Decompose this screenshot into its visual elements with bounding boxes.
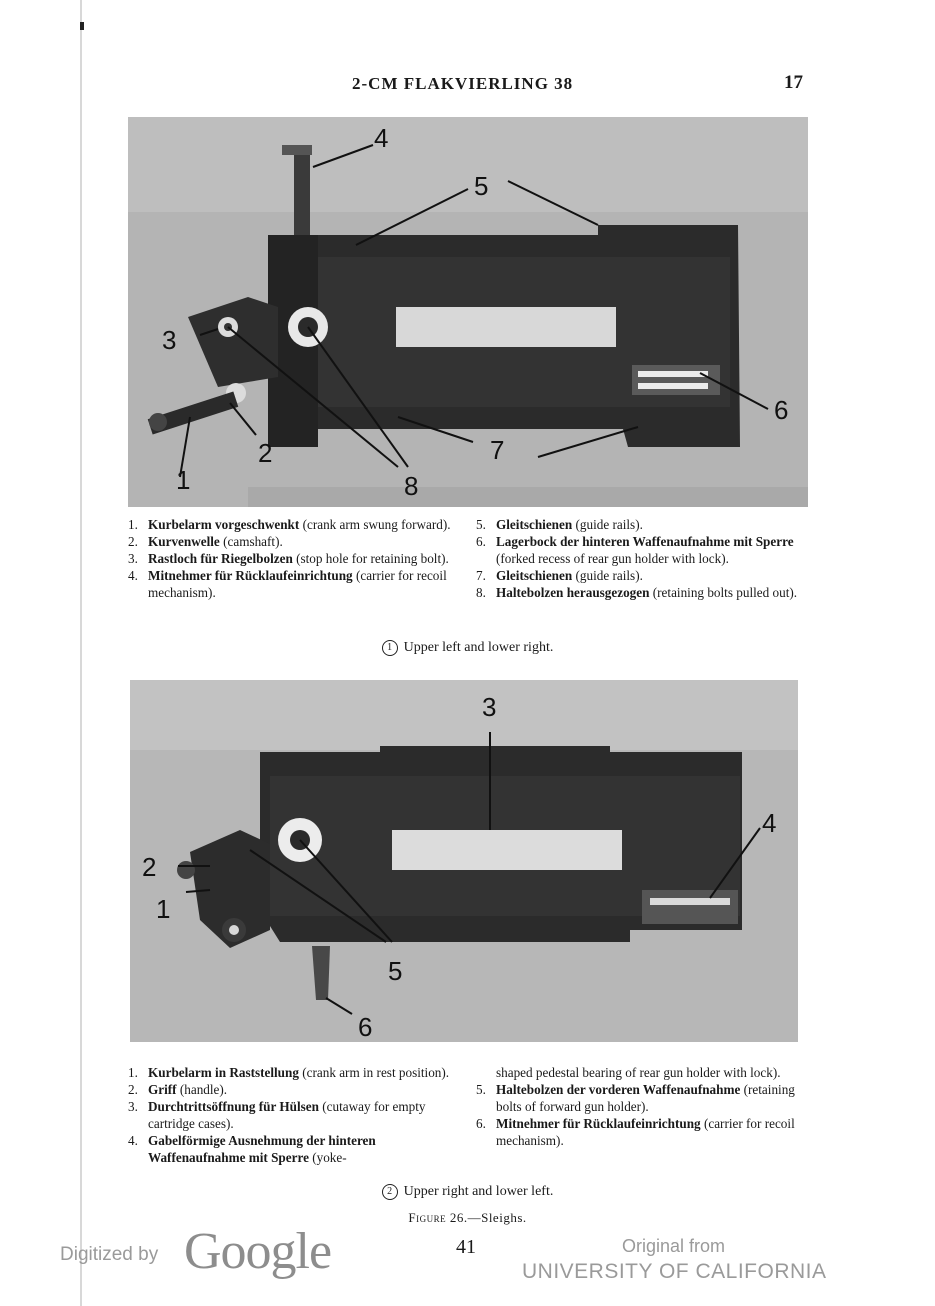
legend-english: (cutaway for empty cartridge cases). — [148, 1099, 426, 1131]
figure-title — [0, 1210, 935, 1226]
figure-label: Figure 26. — [408, 1210, 468, 1225]
legend-item — [128, 1132, 462, 1166]
legend-german: Durchtrittsöffnung für Hülsen — [148, 1099, 319, 1114]
legend-german: Haltebolzen herausgezogen — [496, 585, 650, 600]
fig1-callout-8: 8 — [404, 471, 419, 501]
figure-2-subcaption — [0, 1184, 935, 1200]
legend-continuation: shaped pedestal bearing of rear gun holder with lock). — [496, 1065, 781, 1080]
figure-2-legend-left — [128, 1064, 462, 1166]
legend-english: (crank arm swung forward). — [302, 517, 451, 532]
running-title: 2-CM FLAKVIERLING 38 — [352, 74, 574, 93]
legend-german: Gleitschienen — [496, 568, 573, 583]
legend-item — [476, 516, 806, 533]
legend-item — [128, 550, 460, 567]
subcaption-text: Upper right and lower left. — [403, 1184, 554, 1199]
google-logo: Google — [184, 1223, 332, 1280]
page-header — [0, 74, 935, 98]
original-from-label: Original from — [622, 1236, 726, 1256]
fig1-callout-6: 6 — [774, 395, 789, 425]
digitized-by-label: Digitized by — [60, 1244, 159, 1265]
legend-english: (carrier for recoil mechanism). — [496, 1116, 795, 1148]
fig1-callout-7: 7 — [490, 435, 505, 465]
legend-german: Kurbelarm vorgeschwenkt — [148, 517, 300, 532]
legend-number: 1. — [128, 517, 138, 532]
legend-german: Kurbelarm in Raststellung — [148, 1065, 299, 1080]
legend-item — [476, 1115, 806, 1149]
legend-english: (carrier for recoil mechanism). — [148, 568, 447, 600]
figure-2-illustration — [130, 680, 798, 1042]
legend-item — [128, 567, 460, 601]
legend-number: 2. — [128, 1082, 138, 1097]
legend-number: 1. — [128, 1065, 138, 1080]
subcaption-text: Upper left and lower right. — [403, 640, 554, 655]
legend-item — [128, 516, 460, 533]
legend-german: Mitnehmer für Rücklaufeinrichtung — [496, 1116, 701, 1131]
figure-title-text: —Sleighs. — [467, 1210, 527, 1225]
legend-item — [476, 584, 806, 601]
legend-german: Kurvenwelle — [148, 534, 220, 549]
legend-item — [476, 1081, 806, 1115]
fig2-callout-2: 2 — [142, 852, 157, 882]
legend-english: (crank arm in rest position). — [302, 1065, 450, 1080]
legend-item — [476, 567, 806, 584]
legend-item — [128, 533, 460, 550]
legend-item — [128, 1064, 462, 1081]
fig2-callout-6: 6 — [358, 1012, 373, 1042]
legend-german: Lagerbock der hinteren Waffenaufnahme mit Sperre — [496, 534, 794, 549]
legend-german: Mitnehmer für Rücklaufeinrichtung — [148, 568, 353, 583]
legend-german: Gabelförmige Ausnehmung der hinteren Waffenaufnahme mit Sperre — [148, 1133, 376, 1165]
legend-number: 4. — [128, 568, 138, 583]
legend-english: (retaining bolts of forward gun holder). — [496, 1082, 795, 1114]
fig2-callout-3: 3 — [482, 692, 497, 722]
legend-item — [128, 1098, 462, 1132]
legend-number: 6. — [476, 1116, 486, 1131]
legend-number: 7. — [476, 568, 486, 583]
university-label: UNIVERSITY OF CALIFORNIA — [522, 1260, 827, 1283]
legend-english: (forked recess of rear gun holder with lock). — [496, 551, 729, 566]
fig1-callout-5: 5 — [474, 171, 489, 201]
legend-number: 3. — [128, 1099, 138, 1114]
legend-english: (handle). — [179, 1082, 228, 1097]
footer-page-number: 41 — [456, 1236, 476, 1258]
legend-english: (guide rails). — [575, 568, 643, 583]
figure-1-legend-left — [128, 516, 460, 601]
fig1-callout-1: 1 — [176, 465, 191, 495]
legend-number: 6. — [476, 534, 486, 549]
fig1-callout-3: 3 — [162, 325, 177, 355]
figure-1-subcaption — [0, 640, 935, 656]
legend-german: Griff — [148, 1082, 177, 1097]
figure-1-photo — [128, 117, 808, 507]
page-number: 17 — [784, 72, 803, 93]
fig2-callout-4: 4 — [762, 808, 777, 838]
figure-1-illustration — [128, 117, 808, 507]
legend-number: 5. — [476, 1082, 486, 1097]
figure-2-photo — [130, 680, 798, 1042]
fig2-callout-5: 5 — [388, 956, 403, 986]
figure-1-legend-right — [476, 516, 806, 601]
legend-number: 8. — [476, 585, 486, 600]
legend-english: (guide rails). — [575, 517, 643, 532]
legend-english: (retaining bolts pulled out). — [652, 585, 798, 600]
legend-number: 4. — [128, 1133, 138, 1148]
fig1-callout-2: 2 — [258, 438, 273, 468]
page-edge-mark — [80, 22, 84, 30]
legend-item — [476, 533, 806, 567]
legend-english: (camshaft). — [223, 534, 283, 549]
legend-german: Gleitschienen — [496, 517, 573, 532]
legend-number: 5. — [476, 517, 486, 532]
circled-number-marker: 1 — [382, 640, 398, 656]
legend-german: Rastloch für Riegelbolzen — [148, 551, 293, 566]
legend-item — [128, 1081, 462, 1098]
legend-english: (stop hole for retaining bolt). — [296, 551, 449, 566]
legend-german: Haltebolzen der vorderen Waffenaufnahme — [496, 1082, 741, 1097]
legend-number: 2. — [128, 534, 138, 549]
legend-number: 3. — [128, 551, 138, 566]
fig1-callout-4: 4 — [374, 123, 389, 153]
circled-number-marker: 2 — [382, 1184, 398, 1200]
fig2-callout-1: 1 — [156, 894, 171, 924]
legend-english: (yoke- — [312, 1150, 347, 1165]
figure-2-legend-right — [476, 1064, 806, 1149]
